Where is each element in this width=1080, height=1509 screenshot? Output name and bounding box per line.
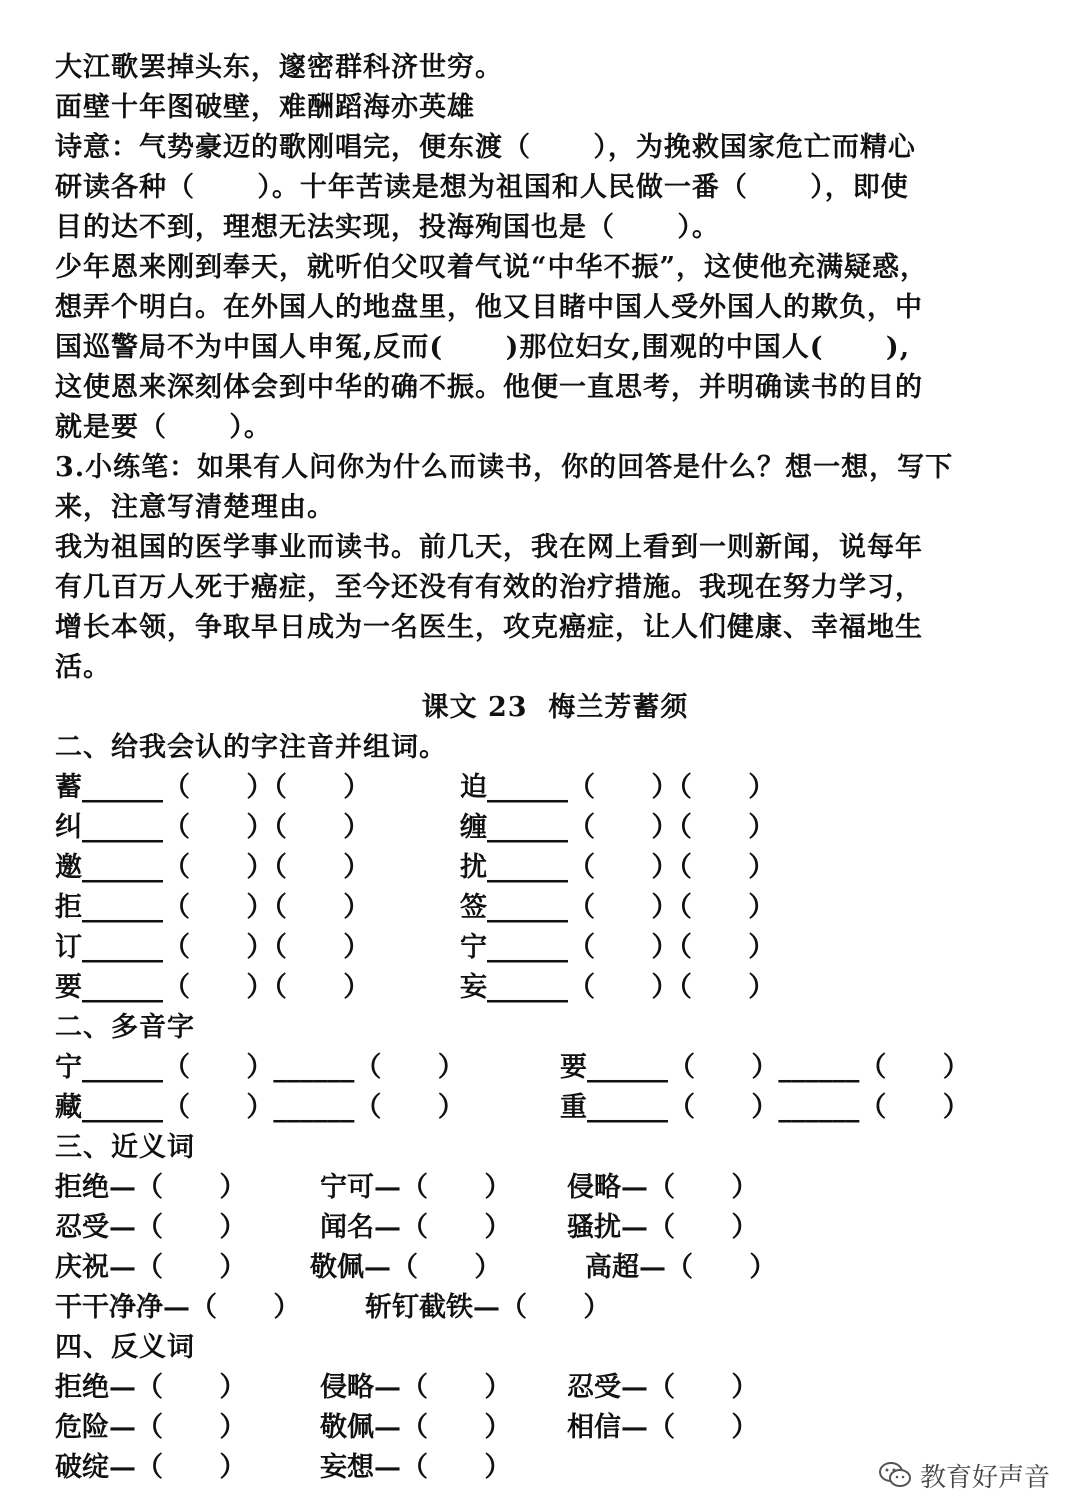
char-item: 要______（ ）（ ） — [55, 972, 371, 1003]
antonym-item: 妄想—（ ） — [320, 1452, 512, 1483]
synonym-item: 高超—（ ） — [585, 1252, 777, 1283]
antonym-item: 拒绝—（ ） — [55, 1372, 247, 1403]
synonym-row — [55, 1208, 1055, 1248]
char-item: 蓄______（ ）（ ） — [55, 772, 371, 803]
worksheet-page — [55, 48, 1055, 1488]
antonym-item: 危险—（ ） — [55, 1412, 247, 1443]
antonym-row — [55, 1368, 1055, 1408]
synonym-item: 骚扰—（ ） — [567, 1212, 759, 1243]
char-item: 订______（ ）（ ） — [55, 932, 371, 963]
paragraph-line: 研读各种（ ）。十年苦读是想为祖国和人民做一番（ ），即使 — [55, 172, 909, 203]
antonym-item: 敬佩—（ ） — [320, 1412, 512, 1443]
answer-line: 增长本领，争取早日成为一名医生，攻克癌症，让人们健康、幸福地生 — [55, 612, 923, 643]
synonym-item: 侵略—（ ） — [567, 1172, 759, 1203]
paragraph-line: 想弄个明白。在外国人的地盘里，他又目睹中国人受外国人的欺负，中 — [55, 292, 923, 323]
char-item: 纠______（ ）（ ） — [55, 812, 371, 843]
char-row — [55, 968, 1055, 1008]
exercise-prompt-line: 3.小练笔：如果有人问你为什么而读书，你的回答是什么？想一想，写下 — [55, 452, 954, 483]
paragraph-line: 国巡警局不为中国人申冤,反而( )那位妇女,围观的中国人( ), — [55, 332, 911, 363]
synonym-row — [55, 1248, 1055, 1288]
section-heading: 三、近义词 — [55, 1132, 195, 1163]
poem-line-2: 面壁十年图破壁，难酬蹈海亦英雄 — [55, 92, 475, 123]
char-row — [55, 888, 1055, 928]
section-heading: 二、多音字 — [55, 1012, 195, 1043]
watermark-text: 教育好声音 — [919, 1462, 1050, 1493]
exercise-prompt-line: 来，注意写清楚理由。 — [55, 492, 335, 523]
synonym-item: 闻名—（ ） — [320, 1212, 512, 1243]
synonym-row — [55, 1168, 1055, 1208]
antonym-item: 侵略—（ ） — [320, 1372, 512, 1403]
char-row — [55, 808, 1055, 848]
synonym-item: 拒绝—（ ） — [55, 1172, 247, 1203]
polyphone-item: 宁______（ ）______（ ） — [55, 1052, 465, 1083]
answer-line: 有几百万人死于癌症，至今还没有有效的治疗措施。我现在努力学习， — [55, 572, 923, 603]
synonym-row — [55, 1288, 1055, 1328]
watermark — [878, 1455, 1050, 1495]
synonym-item: 干干净净—（ ） — [55, 1292, 301, 1323]
char-row — [55, 768, 1055, 808]
synonym-item: 敬佩—（ ） — [310, 1252, 502, 1283]
antonym-row — [55, 1408, 1055, 1448]
char-item: 缠______（ ）（ ） — [460, 812, 776, 843]
char-item: 宁______（ ）（ ） — [460, 932, 776, 963]
paragraph-line: 这使恩来深刻体会到中华的确不振。他便一直思考，并明确读书的目的 — [55, 372, 923, 403]
char-item: 妄______（ ）（ ） — [460, 972, 776, 1003]
paragraph-line: 目的达不到，理想无法实现，投海殉国也是（ ）。 — [55, 212, 720, 243]
polyphone-item: 藏______（ ）______（ ） — [55, 1092, 465, 1123]
char-row — [55, 848, 1055, 888]
paragraph-line: 少年恩来刚到奉天，就听伯父叹着气说“中华不振”，这使他充满疑惑， — [55, 252, 929, 283]
char-item: 拒______（ ）（ ） — [55, 892, 371, 923]
antonym-item: 相信—（ ） — [567, 1412, 759, 1443]
polyphone-row — [55, 1048, 1055, 1088]
polyphone-item: 要______（ ）______（ ） — [560, 1052, 970, 1083]
section-heading: 二、给我会认的字注音并组词。 — [55, 732, 447, 763]
synonym-item: 斩钉截铁—（ ） — [365, 1292, 611, 1323]
lesson-title: 课文 23 梅兰芳蓄须 — [421, 692, 689, 723]
char-item: 迫______（ ）（ ） — [460, 772, 776, 803]
paragraph-line: 诗意：气势豪迈的歌刚唱完，便东渡（ ），为挽救国家危亡而精心 — [55, 132, 916, 163]
char-item: 邀______（ ）（ ） — [55, 852, 371, 883]
poem-line-1: 大江歌罢掉头东，邃密群科济世穷。 — [55, 52, 503, 83]
polyphone-item: 重______（ ）______（ ） — [560, 1092, 970, 1123]
wechat-icon — [878, 1460, 912, 1490]
char-row — [55, 928, 1055, 968]
synonym-item: 忍受—（ ） — [55, 1212, 247, 1243]
answer-line: 我为祖国的医学事业而读书。前几天，我在网上看到一则新闻，说每年 — [55, 532, 923, 563]
char-item: 扰______（ ）（ ） — [460, 852, 776, 883]
synonym-item: 庆祝—（ ） — [55, 1252, 247, 1283]
antonym-item: 破绽—（ ） — [55, 1452, 247, 1483]
section-heading: 四、反义词 — [55, 1332, 195, 1363]
synonym-item: 宁可—（ ） — [320, 1172, 512, 1203]
antonym-item: 忍受—（ ） — [567, 1372, 759, 1403]
answer-line: 活。 — [55, 652, 111, 683]
paragraph-line: 就是要（ ）。 — [55, 412, 272, 443]
char-item: 签______（ ）（ ） — [460, 892, 776, 923]
polyphone-row — [55, 1088, 1055, 1128]
